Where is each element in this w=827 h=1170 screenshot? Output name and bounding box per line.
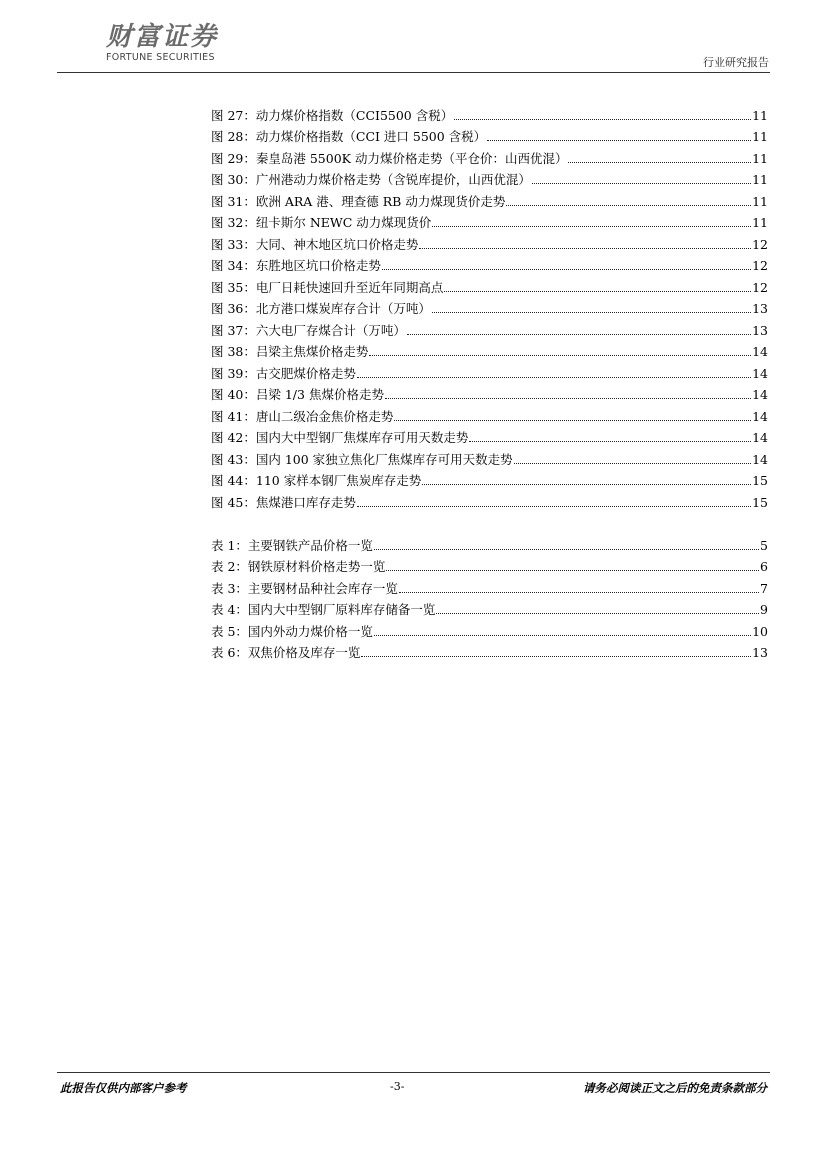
entry-title: 图 41：唐山二级冶金焦价格走势 <box>211 408 394 424</box>
entry-title: 图 39：古交肥煤价格走势 <box>211 365 356 381</box>
entry-page-number: 10 <box>752 623 768 639</box>
dot-leader <box>361 656 751 657</box>
figure-entry[interactable] <box>211 338 768 360</box>
dot-leader <box>469 441 751 442</box>
entry-page-number: 11 <box>752 150 768 166</box>
company-logo <box>106 22 218 64</box>
entry-title: 图 35：电厂日耗快速回升至近年同期高点 <box>211 279 444 295</box>
dot-leader <box>357 377 751 378</box>
entry-page-number: 13 <box>752 322 768 338</box>
entry-title: 图 42：国内大中型钢厂焦煤库存可用天数走势 <box>211 430 469 445</box>
entry-page-number: 11 <box>752 107 768 123</box>
entry-title: 表 2：钢铁原材料价格走势一览 <box>211 559 386 574</box>
header-divider <box>57 72 770 73</box>
entry-title: 表 6：双焦价格及库存一览 <box>211 645 361 660</box>
table-entry[interactable] <box>211 596 768 618</box>
entry-page-number: 14 <box>752 387 768 402</box>
entry-title: 图 29：秦皇岛港 5500K 动力煤价格走势（平仓价：山西优混） <box>211 150 568 166</box>
dot-leader <box>514 463 751 464</box>
entry-title: 图 33：大同、神木地区坑口价格走势 <box>211 236 419 252</box>
entry-page-number: 13 <box>752 301 768 316</box>
dot-leader <box>432 226 751 227</box>
entry-page-number: 12 <box>752 258 768 273</box>
dot-leader <box>419 248 751 249</box>
entry-page-number: 12 <box>752 279 768 295</box>
entry-title: 图 32：纽卡斯尔 NEWC 动力煤现货价 <box>211 215 432 230</box>
figure-entry[interactable] <box>211 166 768 188</box>
entry-title: 图 43：国内 100 家独立焦化厂焦煤库存可用天数走势 <box>211 451 513 467</box>
entry-page-number: 11 <box>752 215 768 230</box>
entry-page-number: 9 <box>760 602 768 617</box>
footer-notice: 请务必阅读正文之后的免责条款部分 <box>583 1081 767 1095</box>
figure-entry[interactable] <box>211 316 768 338</box>
dot-leader <box>506 205 751 206</box>
entry-title: 图 30：广州港动力煤价格走势（含锐库提价，山西优混） <box>211 172 531 187</box>
dot-leader <box>357 506 751 507</box>
dot-leader <box>532 183 751 184</box>
entry-title: 表 1：主要钢铁产品价格一览 <box>211 537 373 553</box>
table-entry[interactable] <box>211 617 768 639</box>
entry-page-number: 11 <box>752 172 768 187</box>
dot-leader <box>444 291 751 292</box>
report-type-label: 行业研究报告 <box>703 56 769 69</box>
figure-entry[interactable] <box>211 424 768 446</box>
table-entry[interactable] <box>211 553 768 575</box>
figure-entry[interactable] <box>211 187 768 209</box>
entry-page-number: 6 <box>760 559 768 574</box>
figure-entry[interactable] <box>211 445 768 467</box>
figure-entry[interactable] <box>211 273 768 295</box>
dot-leader <box>422 484 751 485</box>
table-entry[interactable] <box>211 531 768 553</box>
dot-leader <box>487 140 751 141</box>
figure-entry[interactable] <box>211 488 768 510</box>
figure-entry[interactable] <box>211 467 768 489</box>
entry-title: 图 36：北方港口煤炭库存合计（万吨） <box>211 301 431 316</box>
figure-entry[interactable] <box>211 101 768 123</box>
table-entry[interactable] <box>211 639 768 661</box>
entry-title: 表 4：国内大中型钢厂原料库存储备一览 <box>211 602 436 617</box>
entry-title: 表 5：国内外动力煤价格一览 <box>211 623 373 639</box>
logo-english-name: FORTUNE SECURITIES <box>106 52 215 63</box>
entry-title: 图 40：吕梁 1/3 焦煤价格走势 <box>211 387 384 402</box>
dot-leader <box>394 420 751 421</box>
entry-page-number: 13 <box>752 645 768 660</box>
logo-chinese-name: 财富证券 <box>106 22 219 52</box>
entry-page-number: 14 <box>752 430 768 445</box>
entry-title: 表 3：主要钢材品种社会库存一览 <box>211 580 398 596</box>
footer-divider <box>57 1072 770 1073</box>
dot-leader <box>385 398 751 399</box>
dot-leader <box>369 355 751 356</box>
figure-entry[interactable] <box>211 144 768 166</box>
figure-entry[interactable] <box>211 295 768 317</box>
dot-leader <box>374 549 759 550</box>
figure-index <box>211 101 768 510</box>
figure-entry[interactable] <box>211 359 768 381</box>
entry-page-number: 12 <box>752 236 768 252</box>
dot-leader <box>399 592 759 593</box>
entry-page-number: 7 <box>760 580 768 596</box>
table-entry[interactable] <box>211 574 768 596</box>
entry-title: 图 45：焦煤港口库存走势 <box>211 494 356 510</box>
dot-leader <box>386 570 759 571</box>
dot-leader <box>454 119 751 120</box>
dot-leader <box>382 269 751 270</box>
dot-leader <box>374 635 751 636</box>
entry-title: 图 44：110 家样本钢厂焦炭库存走势 <box>211 473 422 488</box>
footer-disclaimer: 此报告仅供内部客户参考 <box>60 1081 187 1095</box>
figure-entry[interactable] <box>211 402 768 424</box>
entry-page-number: 14 <box>752 408 768 424</box>
entry-title: 图 37：六大电厂存煤合计（万吨） <box>211 322 406 338</box>
figure-entry[interactable] <box>211 381 768 403</box>
figure-entry[interactable] <box>211 252 768 274</box>
entry-title: 图 27：动力煤价格指数（CCI5500 含税） <box>211 107 454 123</box>
figure-entry[interactable] <box>211 123 768 145</box>
entry-page-number: 14 <box>752 365 768 381</box>
entry-title: 图 31：欧洲 ARA 港、理查德 RB 动力煤现货价走势 <box>211 193 506 209</box>
dot-leader <box>568 162 751 163</box>
dot-leader <box>407 334 751 335</box>
entry-page-number: 5 <box>760 537 768 553</box>
figure-entry[interactable] <box>211 209 768 231</box>
entry-title: 图 38：吕梁主焦煤价格走势 <box>211 344 369 359</box>
entry-page-number: 11 <box>752 129 768 144</box>
table-index <box>211 531 768 660</box>
entry-title: 图 34：东胜地区坑口价格走势 <box>211 258 381 273</box>
figure-entry[interactable] <box>211 230 768 252</box>
page-number: -3- <box>390 1080 405 1093</box>
entry-page-number: 15 <box>752 473 768 488</box>
entry-page-number: 14 <box>752 344 768 359</box>
entry-title: 图 28：动力煤价格指数（CCI 进口 5500 含税） <box>211 129 487 144</box>
dot-leader <box>432 312 751 313</box>
entry-page-number: 15 <box>752 494 768 510</box>
dot-leader <box>436 613 759 614</box>
entry-page-number: 11 <box>752 193 768 209</box>
entry-page-number: 14 <box>752 451 768 467</box>
